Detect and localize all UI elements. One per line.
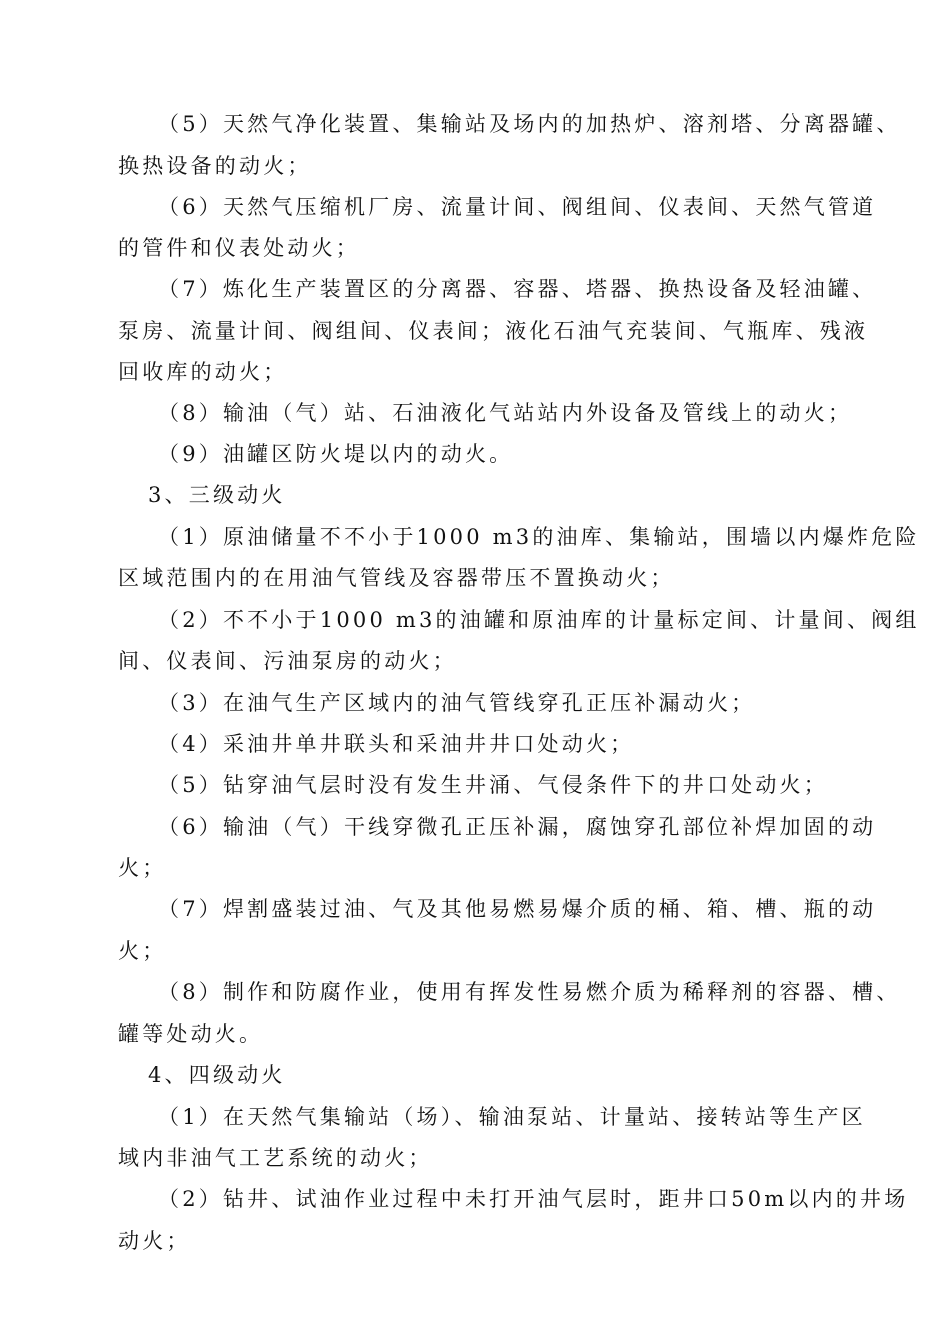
text-line: 区域范围内的在用油气管线及容器带压不置换动火； bbox=[118, 566, 675, 590]
text-line: 火； bbox=[118, 939, 167, 963]
text-line: （1）在天然气集输站（场）、输油泵站、计量站、接转站等生产区 bbox=[158, 1105, 866, 1129]
text-line: （5）天然气净化装置、集输站及场内的加热炉、溶剂塔、分离器罐、 bbox=[158, 112, 901, 136]
text-line: （9）油罐区防火堤以内的动火。 bbox=[158, 442, 514, 466]
text-line: （1）原油储量不不小于1000 m3的油库、集输站，围墙以内爆炸危险 bbox=[158, 525, 920, 549]
text-line: 换热设备的动火； bbox=[118, 154, 312, 178]
text-line: （7）炼化生产装置区的分离器、容器、塔器、换热设备及轻油罐、 bbox=[158, 277, 877, 301]
text-line: 间、仪表间、污油泵房的动火； bbox=[118, 649, 457, 673]
text-line: 的管件和仪表处动火； bbox=[118, 236, 360, 260]
text-line: （3）在油气生产区域内的油气管线穿孔正压补漏动火； bbox=[158, 691, 756, 715]
text-line: （5）钻穿油气层时没有发生井涌、气侵条件下的井口处动火； bbox=[158, 773, 828, 797]
text-line: 动火； bbox=[118, 1229, 191, 1253]
section-heading: 4、四级动火 bbox=[148, 1063, 286, 1087]
text-line: （2）不不小于1000 m3的油罐和原油库的计量标定间、计量间、阀组 bbox=[158, 608, 920, 632]
text-line: 火； bbox=[118, 856, 167, 880]
text-line: 罐等处动火。 bbox=[118, 1022, 264, 1046]
text-line: （8）制作和防腐作业，使用有挥发性易燃介质为稀释剂的容器、槽、 bbox=[158, 980, 901, 1004]
text-line: 回收库的动火； bbox=[118, 360, 288, 384]
section-heading: 3、三级动火 bbox=[148, 483, 286, 507]
text-line: （7）焊割盛装过油、气及其他易燃易爆介质的桶、箱、槽、瓶的动 bbox=[158, 897, 877, 921]
text-line: （6）输油（气）干线穿微孔正压补漏，腐蚀穿孔部位补焊加固的动 bbox=[158, 815, 877, 839]
text-line: （2）钻井、试油作业过程中未打开油气层时，距井口50m以内的井场 bbox=[158, 1187, 909, 1211]
text-line: 泵房、流量计间、阀组间、仪表间；液化石油气充装间、气瓶库、残液 bbox=[118, 319, 869, 343]
text-line: （6）天然气压缩机厂房、流量计间、阀组间、仪表间、天然气管道 bbox=[158, 195, 877, 219]
text-line: （8）输油（气）站、石油液化气站站内外设备及管线上的动火； bbox=[158, 401, 853, 425]
text-line: （4）采油井单井联头和采油井井口处动火； bbox=[158, 732, 635, 756]
text-line: 域内非油气工艺系统的动火； bbox=[118, 1146, 433, 1170]
